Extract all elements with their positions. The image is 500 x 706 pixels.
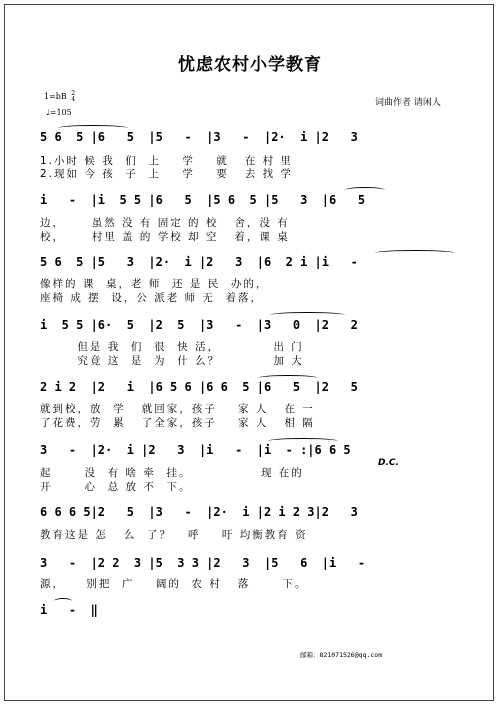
lyric-line: 究竟 这 是 为 什 么？ 加 大 [40,355,304,367]
lyric-line: 了花费，劳 累 了全家，孩子 家 人 相 隔 [40,417,315,429]
lyric-line: 源， 别把 广 阔的 农 村 落 下。 [40,578,308,590]
lyric-line: 座椅 成 摆 设，公 派老 师 无 着落， [40,292,264,304]
slur [345,187,385,193]
notation-row: 3 - |2· i |2 3 |i - |i - :|6 6 5 [40,443,358,457]
time-top: 2 [71,90,76,97]
slur [54,598,72,604]
slur [268,438,338,444]
lyric-line: 2.现如 今 孩 子 上 学 要 去 找 学 [40,168,293,180]
key-label: 1= [44,92,56,101]
song-title: 忧虑农村小学教育 [178,55,322,75]
contact-email: 邮箱：821071526@qq.com [300,651,383,659]
notation-row: 5 6 5 |6 5 |5 - |3 - |2· i |2 3 [40,130,366,144]
lyric-line: 1.小时 候 我 们 上 学 就 在 村 里 [40,155,293,167]
lyric-line: 校， 村里 盖 的 学校 却 空 着，课 桌 [40,231,290,243]
lyric-line: 但是 我 们 很 快 活， 出 门 [40,341,304,353]
notation-row: i - |i 5 5 |6 5 |5 6 5 |5 3 |6 5 [40,193,373,207]
lyric-line: 开 心 总 放 不 下。 [40,481,192,493]
slur [375,250,455,256]
notation-row: 6 6 6 5|2 5 |3 - |2· i |2 i 2 3|2 3 [40,505,366,519]
lyric-line: 边， 虽然 没 有 固定 的 校 舍，没 有 [40,217,290,229]
slur [258,375,318,381]
key-signature [44,91,75,103]
notation-row: 3 - |2 2 3 |5 3 3 |2 3 |5 6 |i - [40,556,373,570]
notation-row: 5 6 5 |5 3 |2· i |2 3 |6 2 i |i - [40,255,366,269]
lyric-line: 像样的 课 桌，老 师 还 是 民 办的， [40,278,269,290]
composer-credit: 词曲作者 请闲人 [375,98,441,108]
lyric-line: 就到校，放 学 就回家，孩子 家 人 在 一 [40,403,315,415]
notation-row: 2 i 2 |2 i |6 5 6 |6 6 5 |6 5 |2 5 [40,380,366,394]
time-bottom: 4 [71,96,76,103]
lyric-line: 教育这是 怎 么 了？ 呼 吁 均衡教育 资 [40,529,308,541]
slur [270,312,345,318]
time-signature [71,91,75,103]
notation-row: i - ‖ [40,603,98,617]
tempo-mark: ♩=105 [46,108,72,117]
lyric-line: 起 没 有 啥 牵 挂。 现 在的 [40,467,304,479]
key-name: bB [55,92,67,101]
dc-mark: D.C. [378,458,399,468]
slur [58,125,128,131]
notation-row: i 5 5 |6· 5 |2 5 |3 - |3 0 |2 2 [40,318,366,332]
